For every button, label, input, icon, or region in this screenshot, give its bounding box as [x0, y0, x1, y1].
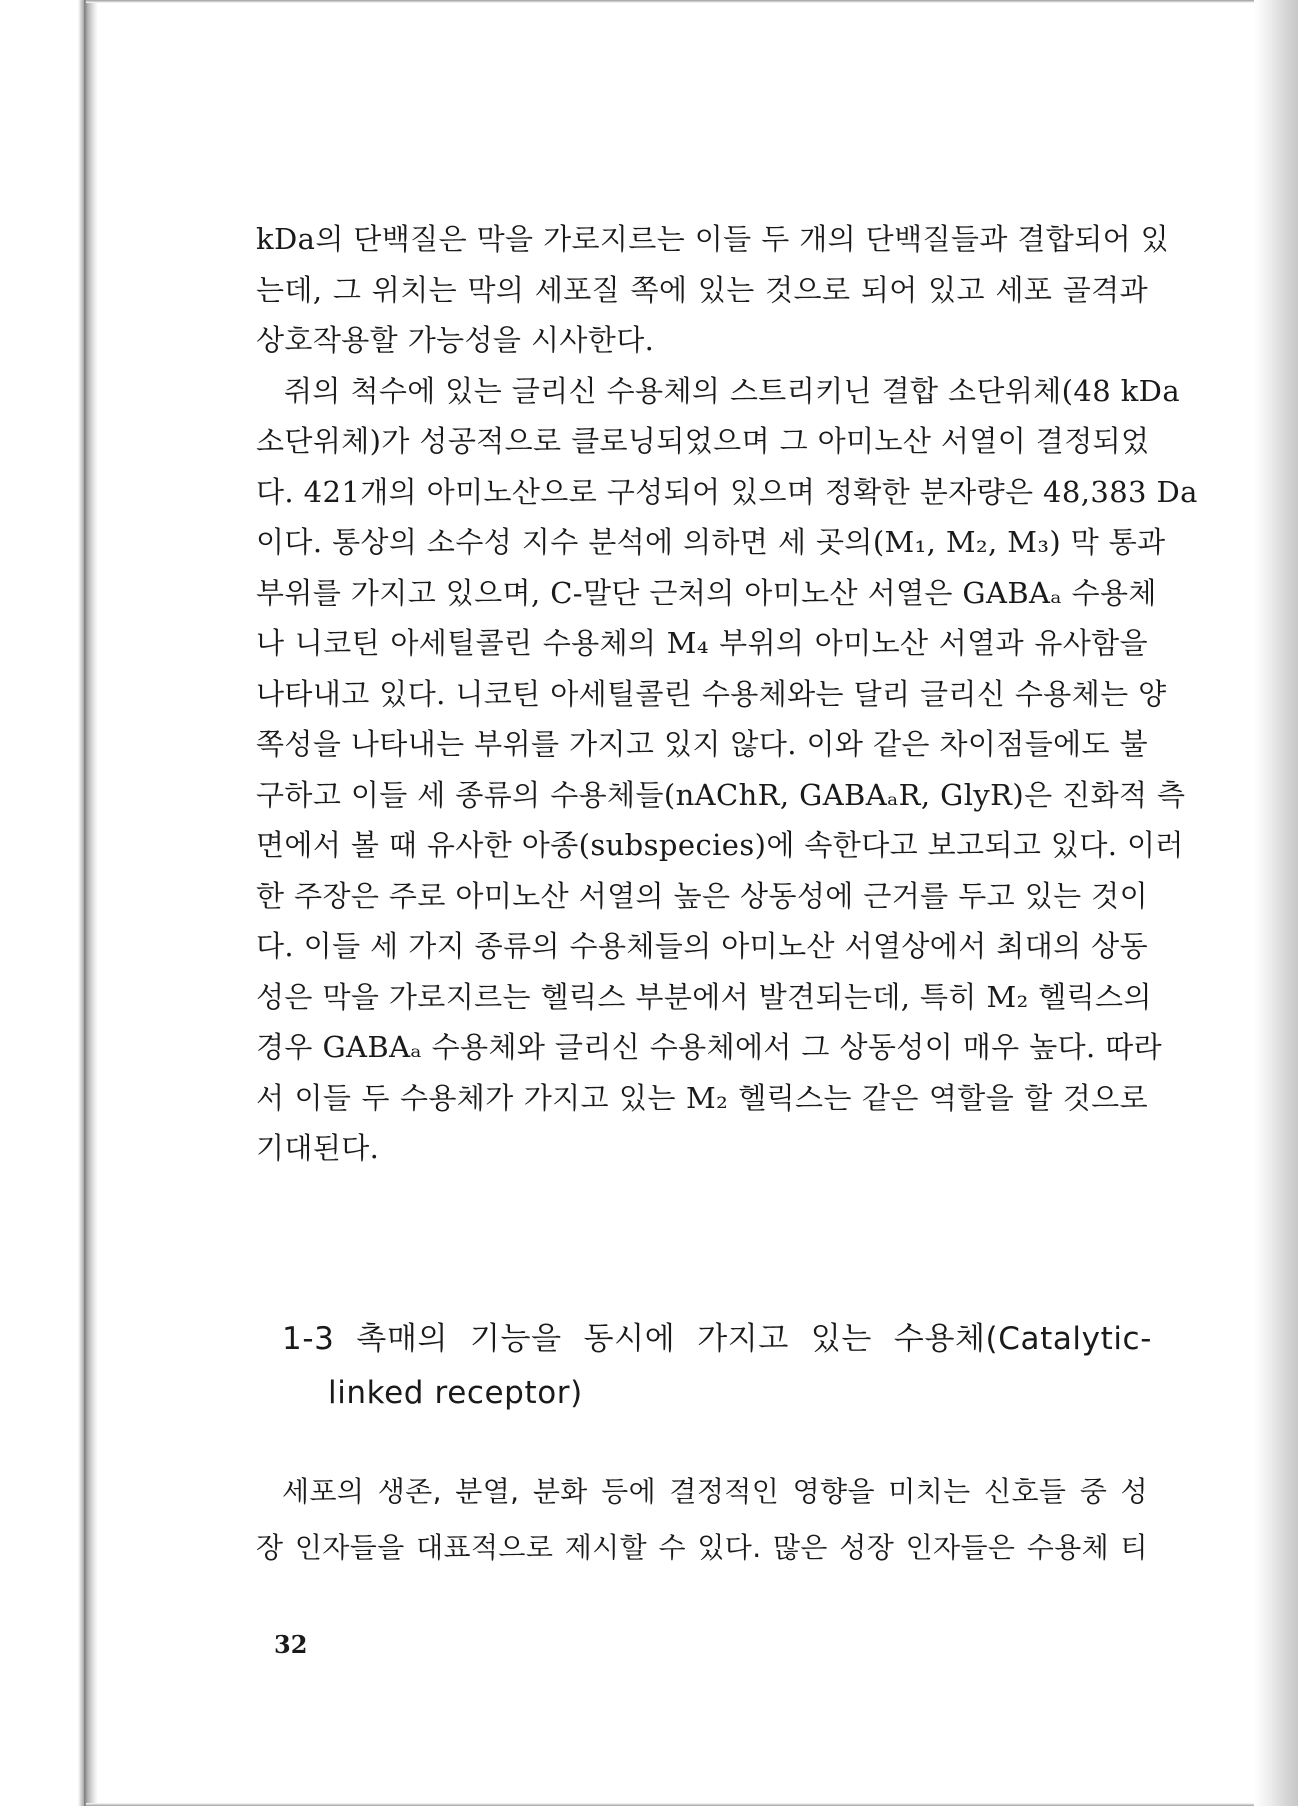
text-line: 장 인자들을 대표적으로 제시할 수 있다. 많은 성장 인자들은 수용체 티: [256, 1531, 1148, 1564]
text-line: 다. 421개의 아미노산으로 구성되어 있으며 정확한 분자량은 48,383 Da: [256, 474, 1198, 509]
text-line: 쥐의 척수에 있는 글리신 수용체의 스트리키닌 결합 소단위체(48 kDa: [284, 373, 1181, 408]
text-line: kDa의 단백질은 막을 가로지르는 이들 두 개의 단백질들과 결합되어 있: [256, 222, 1170, 256]
text-line: 구하고 이들 세 종류의 수용체들(nAChR, GABAₐR, GlyR)은 진화적 측: [256, 777, 1186, 812]
page-top-edge: [86, 0, 1266, 3]
text-line: 는데, 그 위치는 막의 세포질 쪽에 있는 것으로 되어 있고 세포 골격과: [256, 272, 1148, 307]
text-line: 나타내고 있다. 니코틴 아세틸콜린 수용체와는 달리 글리신 수용체는 양: [256, 676, 1167, 711]
text-line: 면에서 볼 때 유사한 아종(subspecies)에 속한다고 보고되고 있다. 이러: [256, 828, 1184, 862]
page-right-shadow: [1254, 0, 1298, 1806]
page-number: 32: [274, 1630, 308, 1659]
body-text: [256, 214, 1198, 1174]
text-line: 경우 GABAₐ 수용체와 글리신 수용체에서 그 상동성이 매우 높다. 따라: [256, 1030, 1163, 1064]
section-heading-line: 1-3 촉매의 기능을 동시에 가지고 있는 수용체(Catalytic-: [282, 1321, 1152, 1357]
text-line: 소단위체)가 성공적으로 클로닝되었으며 그 아미노산 서열이 결정되었: [256, 424, 1150, 458]
section-body: [256, 1464, 1148, 1576]
text-line: 기대된다.: [256, 1131, 380, 1165]
text-line: 이다. 통상의 소수성 지수 분석에 의하면 세 곳의(M₁, M₂, M₃) 막 통과: [256, 525, 1166, 559]
paragraph-1: [256, 214, 1170, 366]
text-line: 서 이들 두 수용체가 가지고 있는 M₂ 헬릭스는 같은 역할을 할 것으로: [256, 1080, 1148, 1115]
text-line: 다. 이들 세 가지 종류의 수용체들의 아미노산 서열상에서 최대의 상동: [256, 929, 1148, 963]
text-line: 쪽성을 나타내는 부위를 가지고 있지 않다. 이와 같은 차이점들에도 불: [256, 727, 1148, 761]
paragraph-2: [256, 366, 1198, 1174]
section-heading: [282, 1312, 1152, 1420]
section-heading-line: linked receptor): [328, 1375, 583, 1411]
text-line: 한 주장은 주로 아미노산 서열의 높은 상동성에 근거를 두고 있는 것이: [256, 878, 1148, 913]
text-line: 나 니코틴 아세틸콜린 수용체의 M₄ 부위의 아미노산 서열과 유사함을: [256, 626, 1148, 660]
text-line: 부위를 가지고 있으며, C-말단 근처의 아미노산 서열은 GABAₐ 수용체: [256, 575, 1157, 610]
text-line: 성은 막을 가로지르는 헬릭스 부분에서 발견되는데, 특히 M₂ 헬릭스의: [256, 979, 1152, 1014]
text-line: 상호작용할 가능성을 시사한다.: [256, 323, 655, 357]
text-line: 세포의 생존, 분열, 분화 등에 결정적인 영향을 미치는 신호들 중 성: [282, 1475, 1148, 1508]
page-binding-edge: [84, 0, 98, 1806]
